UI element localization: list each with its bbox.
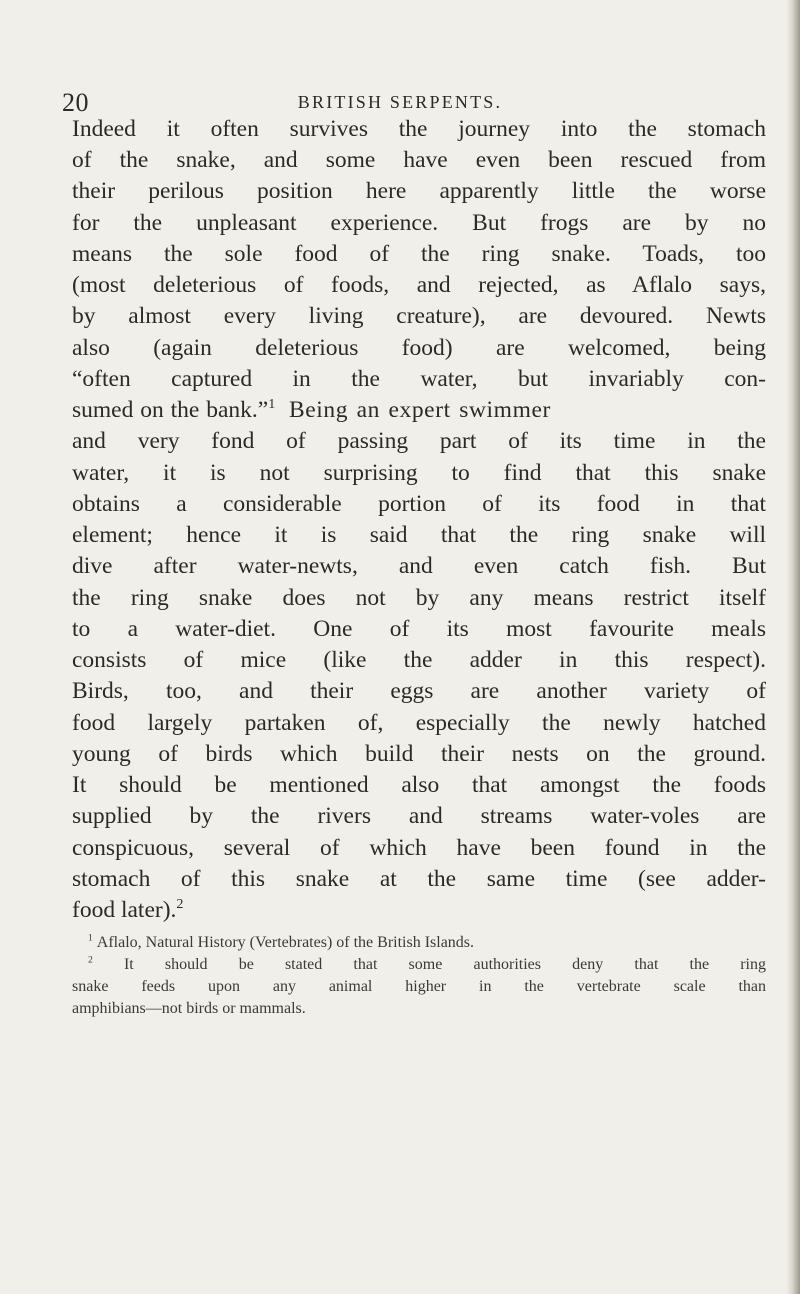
footnote-text: Aflalo, Natural History (Vertebrates) of the British Islands. <box>96 934 475 951</box>
text-line: the ring snake does not by any means restrict itself <box>72 585 766 611</box>
text-line: water, it is not surprising to find that this snake <box>72 460 766 486</box>
text-line: for the unpleasant experience. But frogs are by no <box>72 210 766 236</box>
text-line: It should be mentioned also that amongst the foods <box>72 772 766 798</box>
footnote-mark: 1 <box>268 396 276 413</box>
text-line: conspicuous, several of which have been found in the <box>72 835 766 861</box>
text-line: (most deleterious of foods, and rejected, as Aflalo says, <box>72 272 766 298</box>
text-line-with-footnote <box>72 895 766 925</box>
footnote-mark: 2 <box>88 954 93 966</box>
text-line: stomach of this snake at the same time (see adder- <box>72 866 766 892</box>
text-line: food largely partaken of, especially the newly hatched <box>72 710 766 736</box>
footnote-mark: 1 <box>88 932 93 944</box>
page-edge-shadow <box>786 0 800 1294</box>
text-line: of the snake, and some have even been rescued from <box>72 147 766 173</box>
text-line: young of birds which build their nests on the ground. <box>72 741 766 767</box>
text-line: dive after water-newts, and even catch fish. But <box>72 553 766 579</box>
text-line: Indeed it often survives the journey into the stomach <box>72 116 766 142</box>
footnote <box>88 955 766 975</box>
text-line: to a water-diet. One of its most favourite meals <box>72 616 766 642</box>
footnote-text: It should be stated that some authorities deny that the ring <box>123 956 767 973</box>
text-line: means the sole food of the ring snake. Toads, too <box>72 241 766 267</box>
text-line: obtains a considerable portion of its food in that <box>72 491 766 517</box>
text-line: Birds, too, and their eggs are another variety of <box>72 678 766 704</box>
text-segment: food later). <box>72 897 177 923</box>
text-line: supplied by the rivers and streams water-voles are <box>72 803 766 829</box>
footnote-continuation: amphibians—not birds or mammals. <box>72 1000 306 1017</box>
text-segment: Being an expert swimmer <box>288 397 551 423</box>
footnote-continuation: snake feeds upon any animal higher in the vertebrate scale than <box>72 978 766 995</box>
footnote-mark: 2 <box>176 896 184 913</box>
footnote <box>88 933 766 953</box>
text-line: element; hence it is said that the ring snake will <box>72 522 766 548</box>
text-segment: sumed on the bank.” <box>72 397 269 423</box>
text-line: their perilous position here apparently little the worse <box>72 178 766 204</box>
running-head: BRITISH SERPENTS. <box>297 92 503 112</box>
text-line: consists of mice (like the adder in this respect). <box>72 647 766 673</box>
text-line: “often captured in the water, but invariably con- <box>72 366 766 392</box>
text-line: by almost every living creature), are devoured. Newts <box>72 303 766 329</box>
page-number: 20 <box>62 88 89 117</box>
text-line-with-footnote <box>72 395 766 425</box>
text-line: also (again deleterious food) are welcomed, being <box>72 335 766 361</box>
text-line: and very fond of passing part of its time in the <box>72 428 766 454</box>
